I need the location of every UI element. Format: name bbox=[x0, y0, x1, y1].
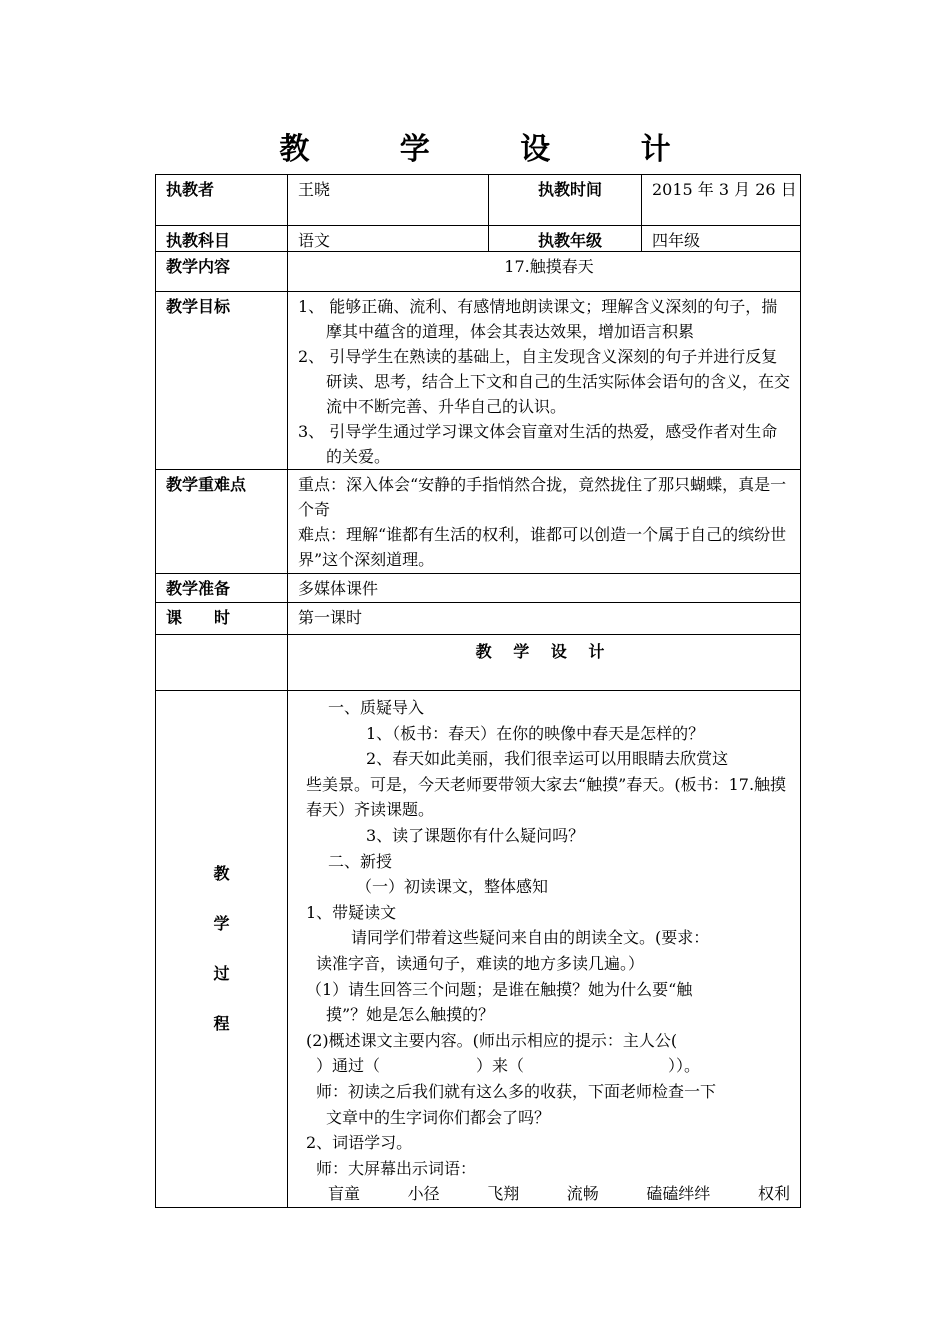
row-goals bbox=[156, 292, 801, 470]
goal-item: 1、 能够正确、流利、有感情地朗读课文；理解含义深刻的句子，揣摩其中蕴含的道理，体会其表达效果，增加语言积累 bbox=[298, 297, 778, 341]
goals-list bbox=[288, 292, 801, 470]
row-content bbox=[156, 252, 801, 292]
word-item: 盲童 bbox=[328, 1184, 361, 1204]
key-points-value bbox=[288, 470, 801, 574]
document-title: 教 学 设 计 bbox=[279, 132, 711, 167]
time-value: 2015 年 3 月 26 日 bbox=[642, 175, 801, 226]
row-process bbox=[156, 691, 801, 1208]
word-item: 小径 bbox=[407, 1184, 440, 1204]
empty-cell bbox=[156, 635, 288, 691]
lesson-plan-table bbox=[155, 174, 801, 1208]
teacher-label: 执教者 bbox=[156, 175, 288, 226]
process-label bbox=[156, 691, 288, 1208]
process-line: 3、读了课题你有什么疑问吗？ bbox=[366, 825, 585, 845]
grade-label: 执教年级 bbox=[489, 226, 642, 252]
subject-value: 语文 bbox=[288, 226, 489, 252]
goal-item: 2、 引导学生在熟读的基础上，自主发现含义深刻的句子并进行反复研读、思考，结合上下文和自己的生活实际体会语句的含义，在交流中不断完善、升华自己的认识。 bbox=[298, 347, 791, 416]
process-label-char: 过 bbox=[213, 963, 230, 983]
process-line: 1、带疑读文 bbox=[306, 902, 397, 922]
process-line: 摸”？她是怎么触摸的？ bbox=[326, 1005, 495, 1025]
content-value: 17.触摸春天 bbox=[288, 252, 801, 292]
process-line: 师：大屏幕出示词语： bbox=[316, 1158, 477, 1178]
process-line: 师：初读之后我们就有这么多的收获，下面老师检查一下 bbox=[316, 1081, 717, 1101]
process-line: ）通过（ ）来（ ））。 bbox=[316, 1056, 701, 1076]
word-item: 磕磕绊绊 bbox=[646, 1184, 711, 1204]
process-line: 2、春天如此美丽，我们很幸运可以用眼睛去欣赏这 bbox=[366, 749, 729, 769]
process-line: 2、词语学习。 bbox=[306, 1133, 413, 1153]
process-line: 些美景。可是，今天老师要带领大家去“触摸”春天。(板书：17.触摸春天）齐读课题。 bbox=[306, 774, 787, 820]
key-points-label: 教学重难点 bbox=[156, 470, 288, 574]
period-label: 课 时 bbox=[156, 603, 288, 635]
row-design-title bbox=[156, 635, 801, 691]
process-line: 1、（板书：春天）在你的映像中春天是怎样的？ bbox=[366, 723, 705, 743]
row-key-points bbox=[156, 470, 801, 574]
process-label-char: 教 bbox=[213, 863, 230, 883]
grade-value: 四年级 bbox=[642, 226, 801, 252]
process-line: (2)概述课文主要内容。(师出示相应的提示：主人公( bbox=[306, 1030, 678, 1050]
process-line: 一、质疑导入 bbox=[328, 698, 425, 717]
row-period bbox=[156, 603, 801, 635]
focus-text: 重点：深入体会“安静的手指悄然合拢，竟然拢住了那只蝴蝶，真是一个奇 bbox=[298, 475, 787, 519]
time-label: 执教时间 bbox=[489, 175, 642, 226]
goal-item: 3、 引导学生通过学习课文体会盲童对生活的热爱，感受作者对生命的关爱。 bbox=[298, 422, 778, 466]
subject-label: 执教科目 bbox=[156, 226, 288, 252]
design-title: 教 学 设 计 bbox=[288, 635, 801, 691]
prep-value: 多媒体课件 bbox=[288, 574, 801, 603]
word-item: 流畅 bbox=[566, 1184, 599, 1204]
row-teacher-time bbox=[156, 175, 801, 226]
process-line: 读准字音，读通句子，难读的地方多读几遍。） bbox=[316, 953, 645, 973]
process-line: 请同学们带着这些疑问来自由的朗读全文。(要求： bbox=[351, 928, 710, 948]
word-item: 权利 bbox=[757, 1184, 790, 1204]
row-prep bbox=[156, 574, 801, 603]
row-subject-grade bbox=[156, 226, 801, 252]
teacher-value: 王晓 bbox=[288, 175, 489, 226]
content-label: 教学内容 bbox=[156, 252, 288, 292]
process-line: （1）请生回答三个问题；是谁在触摸？她为什么要“触 bbox=[306, 979, 693, 999]
process-label-char: 学 bbox=[213, 913, 230, 933]
process-content bbox=[288, 691, 801, 1208]
prep-label: 教学准备 bbox=[156, 574, 288, 603]
word-list bbox=[306, 1181, 790, 1207]
difficulty-text: 难点：理解“谁都有生活的权利，谁都可以创造一个属于自己的缤纷世界”这个深刻道理。 bbox=[298, 525, 787, 569]
word-item: 飞翔 bbox=[487, 1184, 520, 1204]
process-label-char: 程 bbox=[213, 1013, 230, 1033]
process-line: 二、新授 bbox=[328, 851, 393, 871]
process-line: 文章中的生字词你们都会了吗？ bbox=[326, 1107, 551, 1127]
goals-label: 教学目标 bbox=[156, 292, 288, 470]
period-value: 第一课时 bbox=[288, 603, 801, 635]
process-line: （一）初读课文，整体感知 bbox=[356, 877, 549, 897]
